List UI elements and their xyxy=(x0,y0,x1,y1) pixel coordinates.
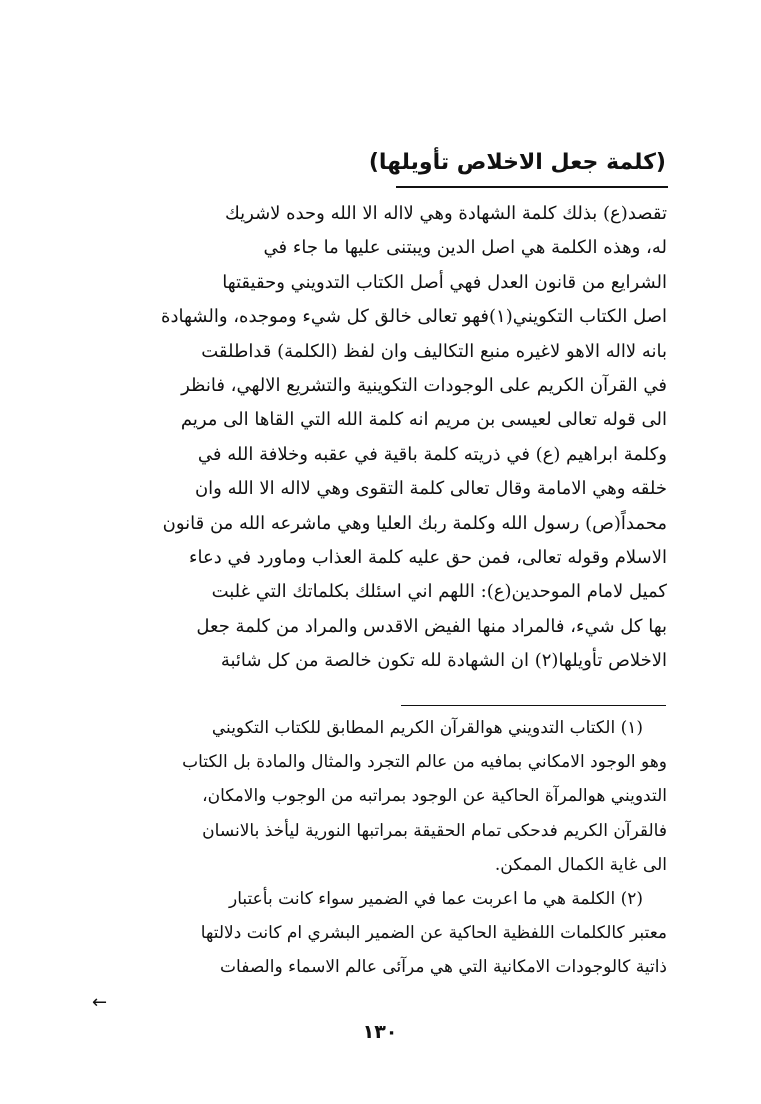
section-heading: (كلمة جعل الاخلاص تأويلها) xyxy=(368,150,666,175)
body-line: محمداً(ص) رسول الله وكلمة ربك العليا وهي ماشرعه الله من قانون xyxy=(162,512,667,534)
body-line: الاخلاص تأويلها(٢) ان الشهادة لله تكون خالصة من كل شائبة xyxy=(220,650,667,672)
footnote-2-line: معتبر كالكلمات اللفظية الحاكية عن الضمير البشري ام كانت دلالتها xyxy=(200,923,667,944)
footnote-separator xyxy=(401,705,666,706)
continued-arrow-icon: ← xyxy=(92,992,108,1013)
footnote-1-line: فالقرآن الكريم فدحكى تمام الحقيقة بمراتبها النورية ليأخذ بالانسان xyxy=(202,820,667,841)
body-line: اصل الكتاب التكويني(١)فهو تعالى خالق كل شيء وموجده، والشهادة xyxy=(161,306,667,328)
footnotes xyxy=(97,711,667,985)
page-number: ١٣٠ xyxy=(362,1021,398,1043)
body-line: له، وهذه الكلمة هي اصل الدين ويبتنى عليها ما جاء في xyxy=(263,237,667,259)
heading-underline xyxy=(396,186,668,188)
body-line: بها كل شيء، فالمراد منها الفيض الاقدس والمراد من كلمة جعل xyxy=(196,615,667,637)
body-text xyxy=(97,197,667,678)
footnote-1-line: (١) الكتاب التدويني هوالقرآن الكريم المطابق للكتاب التكويني xyxy=(211,718,643,738)
body-line: بانه لااله الاهو لاغيره منبع التكاليف وان لفظ (الكلمة) قداطلقت xyxy=(201,340,667,362)
body-line: وكلمة ابراهيم (ع) في ذريته كلمة باقية في عقبه وخلافة الله في xyxy=(197,443,667,465)
body-line: كميل لامام الموحدين(ع): اللهم اني اسئلك بكلماتك التي غلبت xyxy=(211,581,667,603)
footnote-2-line: ذاتية كالوجودات الامكانية التي هي مرآئى عالم الاسماء والصفات xyxy=(220,957,667,978)
body-line: الاسلام وقوله تعالى، فمن حق عليه كلمة العذاب وماورد في دعاء xyxy=(189,546,667,568)
body-line: خلقه وهي الامامة وقال تعالى كلمة التقوى وهي لااله الا الله وان xyxy=(194,478,667,500)
body-line: الى قوله تعالى لعيسى بن مريم انه كلمة الله التي القاها الى مريم xyxy=(180,409,667,431)
footnote-1-line: وهو الوجود الامكاني بمافيه من عالم التجرد والمثال والمادة بل الكتاب xyxy=(182,752,667,773)
footnote-2-line: (٢) الكلمة هي ما اعربت عما في الضمير سواء كانت بأعتبار xyxy=(229,888,643,909)
footnote-1-line: الى غاية الكمال الممكن. xyxy=(494,854,667,875)
footnote-1-line: التدويني هوالمرآة الحاكية عن الوجود بمراتبه من الوجوب والامكان، xyxy=(202,786,667,807)
body-line: في القرآن الكريم على الوجودات التكوينية والتشريع الالهي، فانظر xyxy=(181,374,667,396)
body-line: الشرايع من قانون العدل فهي أصل الكتاب التدويني وحقيقتها xyxy=(222,271,667,293)
body-line: تقصد(ع) بذلك كلمة الشهادة وهي لااله الا الله وحده لاشريك xyxy=(224,203,667,224)
